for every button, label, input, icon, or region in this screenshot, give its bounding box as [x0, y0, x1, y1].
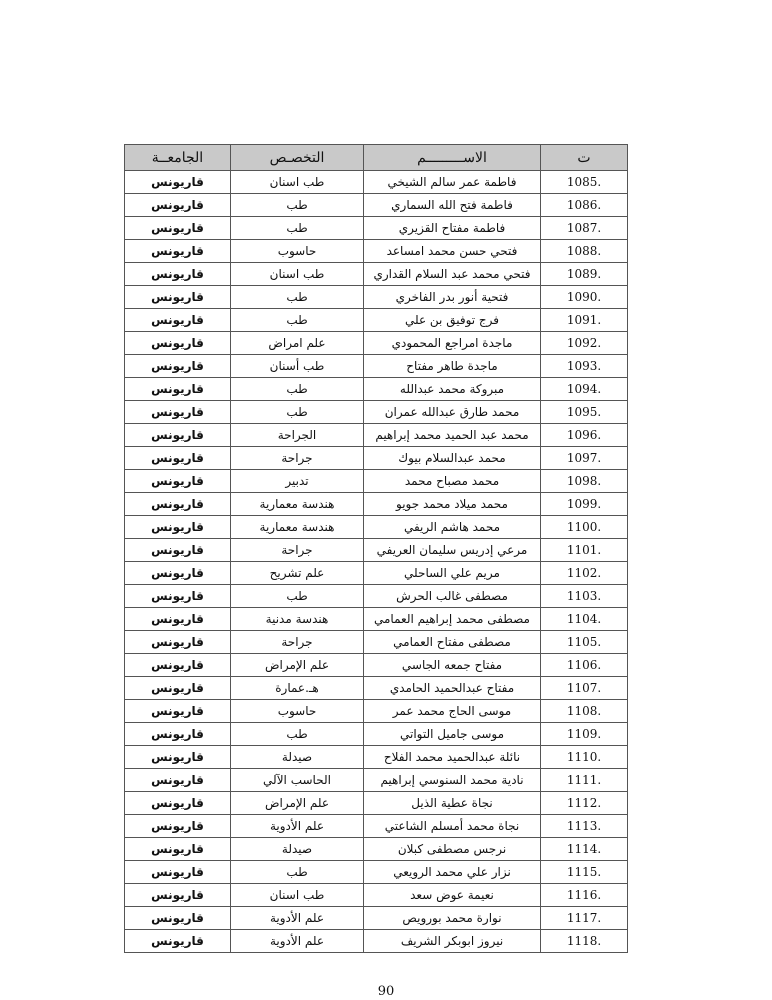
table-row: [125, 355, 628, 378]
row-university: قاريونس: [125, 516, 231, 539]
table-row: [125, 746, 628, 769]
row-specialty: علم امراض: [231, 332, 364, 355]
table-header: [125, 145, 628, 171]
row-name: فرج توفيق بن علي: [364, 309, 541, 332]
row-name: محمد هاشم الريفي: [364, 516, 541, 539]
table-row: [125, 562, 628, 585]
row-name: نزار علي محمد الرويعي: [364, 861, 541, 884]
row-number: 1109.: [541, 723, 628, 746]
row-number: 1088.: [541, 240, 628, 263]
row-number: 1093.: [541, 355, 628, 378]
row-specialty: طب: [231, 585, 364, 608]
row-specialty: جراحة: [231, 631, 364, 654]
row-name: نعيمة عوض سعد: [364, 884, 541, 907]
row-name: نجاة عطية الذيل: [364, 792, 541, 815]
row-university: قاريونس: [125, 861, 231, 884]
row-name: محمد عبد الحميد محمد إبراهيم: [364, 424, 541, 447]
table-row: [125, 493, 628, 516]
row-name: محمد عبدالسلام بيوك: [364, 447, 541, 470]
table-row: [125, 585, 628, 608]
row-number: 1095.: [541, 401, 628, 424]
table-row: [125, 217, 628, 240]
row-specialty: صيدلة: [231, 838, 364, 861]
table-row: [125, 240, 628, 263]
row-number: 1115.: [541, 861, 628, 884]
row-university: قاريونس: [125, 286, 231, 309]
header-university: الجامعــة: [125, 145, 231, 171]
row-number: 1113.: [541, 815, 628, 838]
row-specialty: علم الإمراض: [231, 792, 364, 815]
row-university: قاريونس: [125, 355, 231, 378]
row-university: قاريونس: [125, 700, 231, 723]
row-specialty: علم الأدوية: [231, 930, 364, 953]
row-number: 1096.: [541, 424, 628, 447]
table-row: [125, 907, 628, 930]
table-row: [125, 769, 628, 792]
row-name: فاطمة فتح الله السماري: [364, 194, 541, 217]
row-university: قاريونس: [125, 401, 231, 424]
row-university: قاريونس: [125, 447, 231, 470]
row-name: مفتاح جمعه الجاسي: [364, 654, 541, 677]
row-number: 1102.: [541, 562, 628, 585]
row-name: فاطمة عمر سالم الشيخي: [364, 171, 541, 194]
row-specialty: طب: [231, 217, 364, 240]
header-number: ت: [541, 145, 628, 171]
graduates-table: [124, 144, 628, 953]
row-name: نجاة محمد أمسلم الشاعتي: [364, 815, 541, 838]
table-row: [125, 309, 628, 332]
row-university: قاريونس: [125, 608, 231, 631]
row-name: مصطفى محمد إبراهيم العمامي: [364, 608, 541, 631]
row-specialty: طب اسنان: [231, 171, 364, 194]
table-row: [125, 838, 628, 861]
row-university: قاريونس: [125, 424, 231, 447]
row-university: قاريونس: [125, 838, 231, 861]
row-specialty: طب: [231, 861, 364, 884]
row-name: مريم علي الساحلي: [364, 562, 541, 585]
row-number: 1098.: [541, 470, 628, 493]
table-body: [125, 171, 628, 953]
row-number: 1090.: [541, 286, 628, 309]
table-row: [125, 470, 628, 493]
row-specialty: علم الأدوية: [231, 907, 364, 930]
row-number: 1112.: [541, 792, 628, 815]
row-number: 1108.: [541, 700, 628, 723]
row-name: مصطفى مفتاح العمامي: [364, 631, 541, 654]
row-university: قاريونس: [125, 309, 231, 332]
row-number: 1099.: [541, 493, 628, 516]
row-specialty: حاسوب: [231, 700, 364, 723]
row-university: قاريونس: [125, 746, 231, 769]
row-specialty: طب: [231, 194, 364, 217]
table-row: [125, 286, 628, 309]
row-university: قاريونس: [125, 585, 231, 608]
row-number: 1100.: [541, 516, 628, 539]
row-number: 1087.: [541, 217, 628, 240]
row-number: 1114.: [541, 838, 628, 861]
row-number: 1091.: [541, 309, 628, 332]
row-name: موسى جاميل التواتي: [364, 723, 541, 746]
row-university: قاريونس: [125, 539, 231, 562]
table-row: [125, 815, 628, 838]
row-university: قاريونس: [125, 815, 231, 838]
table-row: [125, 608, 628, 631]
row-number: 1094.: [541, 378, 628, 401]
row-specialty: طب: [231, 309, 364, 332]
row-name: نادية محمد السنوسي إبراهيم: [364, 769, 541, 792]
row-university: قاريونس: [125, 654, 231, 677]
row-university: قاريونس: [125, 194, 231, 217]
table-row: [125, 723, 628, 746]
table-row: [125, 378, 628, 401]
table-row: [125, 884, 628, 907]
table-row: [125, 332, 628, 355]
row-number: 1106.: [541, 654, 628, 677]
row-name: نوارة محمد بورويص: [364, 907, 541, 930]
row-number: 1103.: [541, 585, 628, 608]
row-university: قاريونس: [125, 677, 231, 700]
row-name: نائلة عبدالحميد محمد الفلاح: [364, 746, 541, 769]
row-number: 1118.: [541, 930, 628, 953]
row-name: محمد ميلاد محمد جويو: [364, 493, 541, 516]
header-name: الاســـــــــم: [364, 145, 541, 171]
page-number: 90: [377, 984, 395, 999]
row-name: موسى الحاج محمد عمر: [364, 700, 541, 723]
row-specialty: طب اسنان: [231, 263, 364, 286]
row-name: مفتاح عبدالحميد الحامدي: [364, 677, 541, 700]
table-row: [125, 654, 628, 677]
row-name: محمد مصباح محمد: [364, 470, 541, 493]
row-specialty: جراحة: [231, 447, 364, 470]
row-number: 1107.: [541, 677, 628, 700]
row-university: قاريونس: [125, 562, 231, 585]
row-specialty: طب: [231, 378, 364, 401]
header-row: [125, 145, 628, 171]
row-specialty: حاسوب: [231, 240, 364, 263]
table-row: [125, 700, 628, 723]
table-row: [125, 447, 628, 470]
row-name: نرجس مصطفى كبلان: [364, 838, 541, 861]
table-row: [125, 401, 628, 424]
table-row: [125, 677, 628, 700]
table-row: [125, 424, 628, 447]
row-number: 1101.: [541, 539, 628, 562]
header-specialty: التخصـص: [231, 145, 364, 171]
row-university: قاريونس: [125, 884, 231, 907]
row-name: مرعي إدريس سليمان العريفي: [364, 539, 541, 562]
row-specialty: الجراحة: [231, 424, 364, 447]
table-row: [125, 194, 628, 217]
row-specialty: طب: [231, 286, 364, 309]
table-row: [125, 539, 628, 562]
row-number: 1085.: [541, 171, 628, 194]
table-row: [125, 263, 628, 286]
row-number: 1089.: [541, 263, 628, 286]
table-row: [125, 516, 628, 539]
row-number: 1104.: [541, 608, 628, 631]
row-specialty: طب اسنان: [231, 884, 364, 907]
row-university: قاريونس: [125, 240, 231, 263]
row-specialty: علم الإمراض: [231, 654, 364, 677]
row-name: ماجدة امراجع المحمودي: [364, 332, 541, 355]
row-university: قاريونس: [125, 631, 231, 654]
row-name: فتحية أنور بدر الفاخري: [364, 286, 541, 309]
table-row: [125, 861, 628, 884]
row-number: 1097.: [541, 447, 628, 470]
row-name: فتحي حسن محمد امساعد: [364, 240, 541, 263]
row-specialty: طب: [231, 723, 364, 746]
row-number: 1117.: [541, 907, 628, 930]
row-university: قاريونس: [125, 907, 231, 930]
row-name: فاطمة مفتاح القزيري: [364, 217, 541, 240]
row-university: قاريونس: [125, 263, 231, 286]
row-university: قاريونس: [125, 332, 231, 355]
row-specialty: هندسة مدنية: [231, 608, 364, 631]
row-specialty: طب أسنان: [231, 355, 364, 378]
row-name: نيروز ابوبكر الشريف: [364, 930, 541, 953]
row-university: قاريونس: [125, 723, 231, 746]
row-specialty: هندسة معمارية: [231, 493, 364, 516]
row-number: 1086.: [541, 194, 628, 217]
row-university: قاريونس: [125, 378, 231, 401]
table-row: [125, 171, 628, 194]
row-specialty: الحاسب الآلي: [231, 769, 364, 792]
table-row: [125, 930, 628, 953]
row-number: 1092.: [541, 332, 628, 355]
row-number: 1110.: [541, 746, 628, 769]
row-number: 1111.: [541, 769, 628, 792]
row-name: ماجدة طاهر مفتاح: [364, 355, 541, 378]
row-name: فتحي محمد عبد السلام القداري: [364, 263, 541, 286]
row-name: مصطفى غالب الحرش: [364, 585, 541, 608]
row-specialty: جراحة: [231, 539, 364, 562]
row-specialty: طب: [231, 401, 364, 424]
row-number: 1116.: [541, 884, 628, 907]
row-university: قاريونس: [125, 792, 231, 815]
row-university: قاريونس: [125, 493, 231, 516]
row-name: مبروكة محمد عبدالله: [364, 378, 541, 401]
row-specialty: هـ.عمارة: [231, 677, 364, 700]
row-name: محمد طارق عبدالله عمران: [364, 401, 541, 424]
row-university: قاريونس: [125, 217, 231, 240]
row-specialty: تدبير: [231, 470, 364, 493]
row-university: قاريونس: [125, 769, 231, 792]
row-specialty: صيدلة: [231, 746, 364, 769]
row-specialty: علم تشريح: [231, 562, 364, 585]
table-row: [125, 631, 628, 654]
row-number: 1105.: [541, 631, 628, 654]
row-specialty: هندسة معمارية: [231, 516, 364, 539]
table-row: [125, 792, 628, 815]
row-specialty: علم الأدوية: [231, 815, 364, 838]
row-university: قاريونس: [125, 470, 231, 493]
row-university: قاريونس: [125, 171, 231, 194]
row-university: قاريونس: [125, 930, 231, 953]
